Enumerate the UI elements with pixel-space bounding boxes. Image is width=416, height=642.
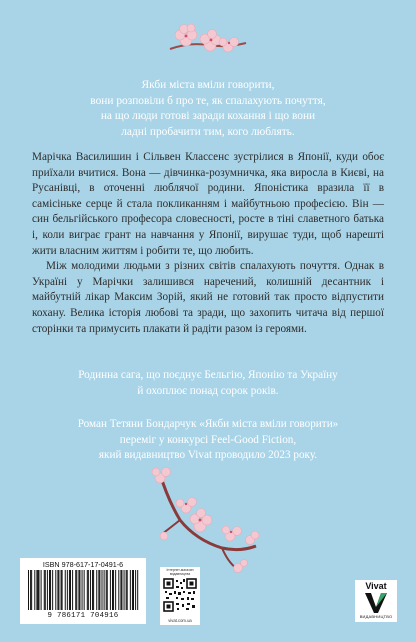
barcode-bar xyxy=(62,570,63,610)
barcode-bar xyxy=(75,570,76,610)
barcode-bar xyxy=(41,570,42,610)
barcode-bar xyxy=(96,570,97,610)
barcode-bar xyxy=(88,570,89,610)
barcode-bar xyxy=(52,570,53,610)
barcode-digits: 9 786171 704916 xyxy=(47,612,119,620)
barcode-bar xyxy=(137,570,138,610)
barcode-bar xyxy=(65,570,66,610)
award-line: переміг у конкурсі Feel-Good Fiction, xyxy=(119,433,297,446)
tagline-line: ладні пробачити тим, кого люблять. xyxy=(121,125,295,138)
tagline-line: Якби міста вміли говорити, xyxy=(141,79,275,91)
barcode-bar xyxy=(118,570,119,610)
barcode-bar xyxy=(31,570,32,610)
barcode-bar xyxy=(76,570,77,610)
barcode-bar xyxy=(72,570,73,610)
barcode-bar xyxy=(28,570,29,610)
barcode-bar xyxy=(61,570,62,610)
tagline-line: вони розповіли б про те, як спалахують почуття, xyxy=(90,94,326,107)
barcode-bar xyxy=(69,570,70,610)
synopsis-text xyxy=(32,150,384,337)
barcode-bar xyxy=(127,570,128,610)
qr-code-block xyxy=(160,567,200,625)
barcode-bar xyxy=(104,570,105,610)
barcode-bar xyxy=(30,570,31,610)
synopsis-paragraph: Марічка Василишин і Сільвен Классенс зустрілися в Японії, куди обоє приїхали вчитися. Вона — дівчинка-розумничка, яка виросла в Києві, на Русанівці, в оточенні люблячої родини. Японістика вразила її в самісіньке серце й стала покликанням і майбутньою професією. Він — син бельгійського професора словесності, росте в тіні славетного батька і, коли виграє грант на навчання у Японії, вирушає туди, щоб нарешті жити власним життям і робити те, що любить. xyxy=(32,151,384,257)
barcode-bar xyxy=(99,570,100,610)
barcode-bar xyxy=(87,570,88,610)
barcode-bar xyxy=(49,570,50,610)
barcode-bar xyxy=(45,570,46,610)
barcode-bar xyxy=(98,570,99,610)
middle-branch xyxy=(152,468,259,573)
barcode-bar xyxy=(107,570,108,610)
barcode-bar xyxy=(36,570,37,610)
barcode-bar xyxy=(50,570,51,610)
barcode-bar xyxy=(58,570,59,610)
barcode-bar xyxy=(115,570,116,610)
barcode-bar xyxy=(121,570,122,610)
qr-label: Інтернет-магазин видавництва xyxy=(166,568,194,576)
barcode-bar xyxy=(102,570,103,610)
barcode-bar xyxy=(133,570,134,610)
award-note xyxy=(40,417,376,464)
barcode-bar xyxy=(110,570,111,610)
publisher-logo xyxy=(355,580,397,622)
barcode-bar xyxy=(92,570,93,610)
synopsis-paragraph: Між молодими людьми з різних світів спалахують почуття. Однак в Україні у Марічки залишився наречений, колишній десантник і майбутній лікар Максим Зорій, який не готовий так просто відпустити кохану. Велика історія любові та зради, що захопить читача від першої сторінки та примусить плакати й радіти разом із героями. xyxy=(32,260,384,335)
award-line: який видавництво Vivat проводило 2023 року. xyxy=(98,449,318,462)
qr-code-icon xyxy=(160,567,200,625)
barcode-bar xyxy=(55,570,56,610)
saga-line: й охоплює понад сорок років. xyxy=(137,384,279,397)
award-line: Роман Тетяни Бондарчук «Якби міста вміли говорити» xyxy=(77,418,339,430)
barcode-bar xyxy=(44,570,45,610)
barcode-bar xyxy=(82,570,83,610)
barcode-bar xyxy=(47,570,48,610)
qr-url: vivat.com.ua xyxy=(168,618,192,623)
saga-line: Родинна сага, що поєднує Бельгію, Японію та Україну xyxy=(78,369,338,381)
barcode-bar xyxy=(93,570,94,610)
barcode-bar xyxy=(39,570,40,610)
barcode-bar xyxy=(124,570,125,610)
barcode-bar xyxy=(106,570,107,610)
barcode-bar xyxy=(34,570,35,610)
publisher-sub: ВИДАВНИЦТВО xyxy=(359,614,393,619)
barcode-bar xyxy=(135,570,136,610)
barcode-bar xyxy=(112,570,113,610)
barcode-bar xyxy=(126,570,127,610)
saga-blurb xyxy=(40,368,376,399)
barcode-bar xyxy=(67,570,68,610)
barcode-bar xyxy=(132,570,133,610)
barcode-bar xyxy=(57,570,58,610)
isbn-barcode xyxy=(20,558,146,624)
top-branch xyxy=(170,24,246,52)
barcode-bar xyxy=(120,570,121,610)
tagline-line: на що люди готові заради кохання і що вони xyxy=(100,110,316,122)
barcode-bar xyxy=(78,570,79,610)
barcode-bar xyxy=(70,570,71,610)
publisher-name: Vivat xyxy=(365,581,387,591)
isbn-number: ISBN 978-617-17-0491-6 xyxy=(42,560,124,569)
barcode-bar xyxy=(79,570,80,610)
barcode-bar xyxy=(130,570,131,610)
barcode-bar xyxy=(90,570,91,610)
tagline-quote xyxy=(40,78,376,140)
barcode-bar xyxy=(84,570,85,610)
barcode-bar xyxy=(37,570,38,610)
barcode-bar xyxy=(113,570,114,610)
